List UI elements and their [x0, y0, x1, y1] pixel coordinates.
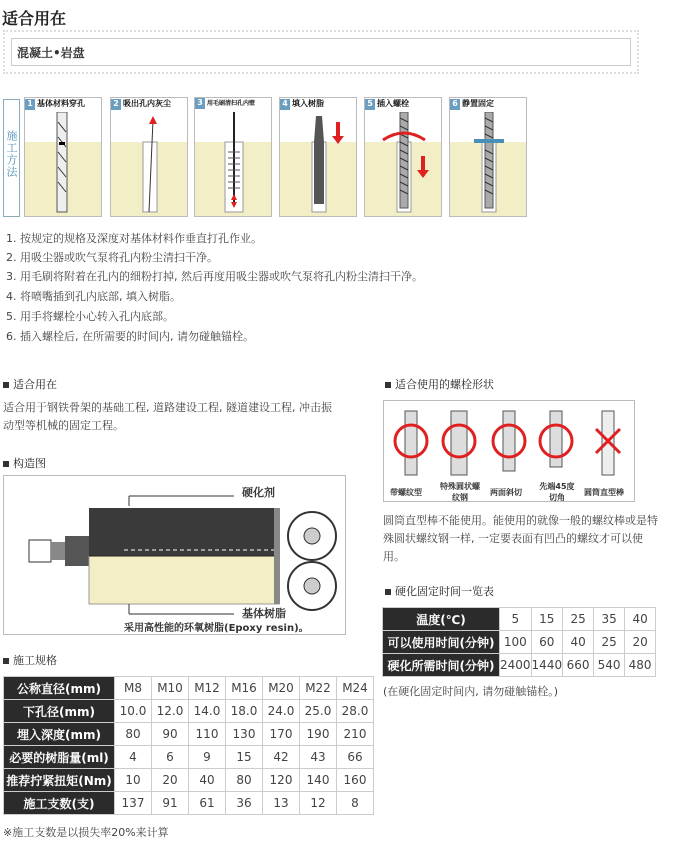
table-cell: 10: [115, 769, 152, 792]
table-row: [4, 792, 374, 815]
table-cell: 61: [189, 792, 226, 815]
table-cell: 15: [226, 746, 263, 769]
table-cell: 28.0: [337, 700, 374, 723]
table-cell: M20: [263, 677, 300, 700]
table-cell: 137: [115, 792, 152, 815]
table-cell: 66: [337, 746, 374, 769]
instruction-4: 4. 将喷嘴插到孔内底部, 填入树脂。: [6, 290, 181, 303]
table-cell: 15: [531, 608, 563, 631]
table-cell: 140: [300, 769, 337, 792]
step-1: 1 基体材料穿孔: [24, 97, 102, 217]
vacuum-illustration: [111, 112, 188, 217]
table-cell: 25: [563, 608, 594, 631]
step-label: 吸出孔内灰尘: [123, 99, 171, 108]
usage-heading: 适合用在: [3, 376, 57, 392]
bolt-fixed-illustration: [450, 112, 527, 217]
step-label: 填入树脂: [292, 99, 324, 108]
table-row: [4, 723, 374, 746]
structure-diagram: [3, 475, 346, 635]
bolt-shape-label: 圆筒直型棒: [584, 488, 624, 497]
table-cell: 12: [300, 792, 337, 815]
step-2: 2 吸出孔内灰尘: [110, 97, 188, 217]
row-header: 推荐拧紧扭矩(Nm): [4, 769, 115, 792]
table-cell: M10: [152, 677, 189, 700]
bolt-shape-label: 先端45度切角: [539, 482, 575, 502]
bolt-shape-label: 带螺纹型: [390, 488, 422, 497]
table-cell: 540: [594, 654, 625, 677]
spec-table: [3, 676, 374, 815]
tag-box: [3, 30, 639, 74]
table-cell: 9: [189, 746, 226, 769]
table-cell: 130: [226, 723, 263, 746]
table-cell: 190: [300, 723, 337, 746]
row-header: 下孔径(mm): [4, 700, 115, 723]
table-cell: 8: [337, 792, 374, 815]
table-row: [383, 608, 656, 631]
bolt-shapes-heading: 适合使用的螺栓形状: [385, 376, 494, 392]
row-header: 公称直径(mm): [4, 677, 115, 700]
instruction-6: 6. 插入螺栓后, 在所需要的时间内, 请勿碰触锚栓。: [6, 330, 254, 343]
table-cell: 36: [226, 792, 263, 815]
page-title: 适合用在: [2, 9, 67, 28]
table-cell: 14.0: [189, 700, 226, 723]
table-cell: M8: [115, 677, 152, 700]
table-cell: 91: [152, 792, 189, 815]
table-cell: 660: [563, 654, 594, 677]
table-cell: 1440: [531, 654, 563, 677]
table-cell: 60: [531, 631, 563, 654]
table-cell: 480: [625, 654, 656, 677]
instruction-3: 3. 用毛刷将附着在孔内的细粉打掉, 然后再度用吸尘器或吹气泵将孔内粉尘清扫干净。: [6, 270, 423, 283]
bolt-shapes-diagram: [383, 400, 635, 502]
step-4: 4 填入树脂: [279, 97, 357, 217]
label-epoxy: 采用高性能的环氧树脂(Epoxy resin)。: [124, 623, 309, 634]
table-cell: 10.0: [115, 700, 152, 723]
table-cell: 20: [152, 769, 189, 792]
table-cell: M24: [337, 677, 374, 700]
table-cell: 35: [594, 608, 625, 631]
table-row: [383, 631, 656, 654]
row-header: 施工支数(支): [4, 792, 115, 815]
usage-text: 适合用于钢铁骨架的基础工程, 道路建设工程, 隧道建设工程, 冲击振 动型等机械的固定工程。: [3, 401, 332, 432]
table-cell: 80: [115, 723, 152, 746]
table-cell: 170: [263, 723, 300, 746]
cure-table: [382, 607, 656, 677]
bolt-insert-illustration: [365, 112, 442, 217]
table-cell: 25.0: [300, 700, 337, 723]
bolt-shapes-illustration: [384, 401, 634, 501]
cartridge-illustration: [4, 476, 345, 634]
table-cell: 40: [563, 631, 594, 654]
table-cell: 100: [500, 631, 532, 654]
table-cell: M16: [226, 677, 263, 700]
row-header: 硬化所需时间(分钟): [383, 654, 500, 677]
table-cell: 20: [625, 631, 656, 654]
table-cell: 40: [189, 769, 226, 792]
table-cell: 13: [263, 792, 300, 815]
table-cell: M12: [189, 677, 226, 700]
table-cell: 40: [625, 608, 656, 631]
table-cell: 160: [337, 769, 374, 792]
table-cell: 4: [115, 746, 152, 769]
step-5: 5 插入螺栓: [364, 97, 442, 217]
table-cell: 12.0: [152, 700, 189, 723]
tag-label: 混凝土•岩盘: [17, 46, 85, 60]
bolt-shapes-note: 圆筒直型棒不能使用。能使用的就像一般的螺纹棒或是特 殊圆状螺纹钢一样, 一定要表面有凹凸的螺纹才可以使 用。: [383, 514, 658, 563]
table-cell: 90: [152, 723, 189, 746]
row-header: 可以使用时间(分钟): [383, 631, 500, 654]
drill-illustration: [25, 112, 102, 217]
cure-heading: 硬化固定时间一览表: [385, 583, 494, 599]
table-row: [4, 700, 374, 723]
bolt-shape-label: 特殊圆状螺纹钢: [440, 482, 480, 502]
table-cell: 6: [152, 746, 189, 769]
step-label: 插入螺栓: [377, 99, 409, 108]
spec-footnote: ※施工支数是以损失率20%来计算: [3, 826, 169, 839]
resin-illustration: [280, 112, 357, 217]
step-3: 3 用毛刷清扫孔内壁: [194, 97, 272, 217]
table-cell: 2400: [500, 654, 532, 677]
table-cell: 25: [594, 631, 625, 654]
table-cell: 18.0: [226, 700, 263, 723]
table-row: [4, 746, 374, 769]
step-6: 6 静置固定: [449, 97, 527, 217]
table-row: [383, 654, 656, 677]
method-label: 施工方法: [3, 99, 20, 217]
instruction-2: 2. 用吸尘器或吹气泵将孔内粉尘清扫干净。: [6, 251, 218, 264]
step-label: 用毛刷清扫孔内壁: [207, 100, 256, 107]
label-hardener: 硬化剂: [242, 486, 275, 499]
table-cell: 120: [263, 769, 300, 792]
table-cell: 110: [189, 723, 226, 746]
step-label: 静置固定: [462, 99, 494, 108]
row-header: 埋入深度(mm): [4, 723, 115, 746]
row-header: 温度(℃): [383, 608, 500, 631]
cure-note: (在硬化固定时间内, 请勿碰触锚栓。): [383, 685, 559, 698]
brush-illustration: [195, 112, 272, 217]
table-row: [4, 677, 374, 700]
table-cell: 210: [337, 723, 374, 746]
step-label: 基体材料穿孔: [37, 99, 85, 108]
table-cell: 5: [500, 608, 532, 631]
label-resin: 基体树脂: [242, 607, 286, 620]
row-header: 必要的树脂量(ml): [4, 746, 115, 769]
instruction-5: 5. 用手将螺栓小心转入孔内底部。: [6, 310, 174, 323]
table-cell: M22: [300, 677, 337, 700]
table-cell: 43: [300, 746, 337, 769]
bolt-shape-label: 两面斜切: [490, 488, 522, 497]
instruction-1: 1. 按规定的规格及深度对基体材料作垂直打孔作业。: [6, 232, 262, 245]
table-cell: 80: [226, 769, 263, 792]
table-cell: 24.0: [263, 700, 300, 723]
table-row: [4, 769, 374, 792]
spec-heading: 施工规格: [3, 652, 57, 668]
structure-heading: 构造图: [3, 455, 46, 471]
table-cell: 42: [263, 746, 300, 769]
